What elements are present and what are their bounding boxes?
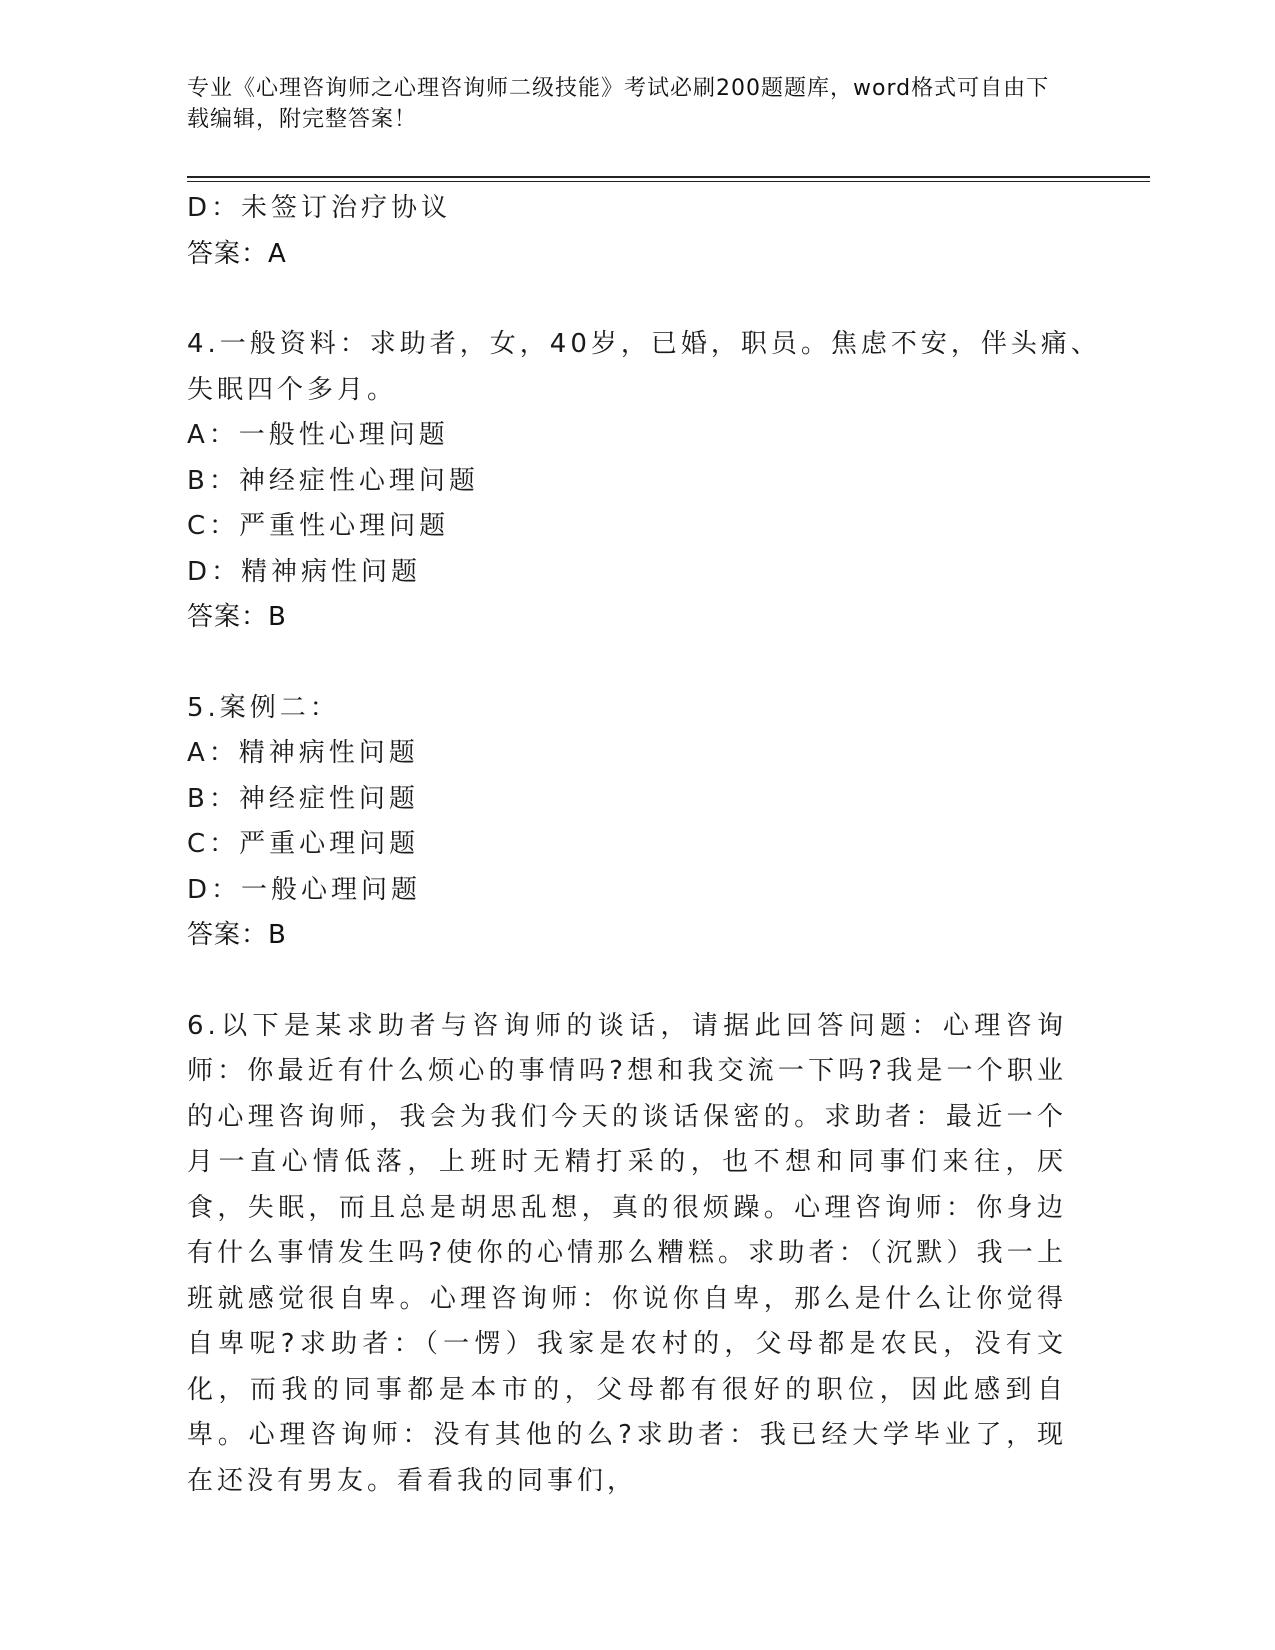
question-3-tail: [187, 186, 1067, 277]
option-b: B：神经症性问题: [187, 783, 419, 814]
question-stem: 5.案例二：: [187, 692, 340, 723]
option-a: A：精神病性问题: [187, 738, 419, 768]
option-d: D：一般心理问题: [187, 874, 422, 905]
option-c: C：严重性心理问题: [187, 511, 450, 541]
answer: 答案：A: [187, 238, 287, 269]
question-stem: 4.一般资料：求助者，女，40岁，已婚，职员。焦虑不安，伴头痛、: [187, 329, 1101, 359]
question-stem-continued: 失眠四个多月。: [187, 374, 398, 405]
option-c: C：严重心理问题: [187, 829, 420, 859]
question-4: [187, 322, 1101, 641]
question-5: [187, 686, 1067, 959]
option-d: D：未签订治疗协议: [187, 193, 452, 223]
answer: 答案：B: [187, 920, 287, 950]
page-header: 专业《心理咨询师之心理咨询师二级技能》考试必刷200题题库，word格式可自由下载编辑，附完整答案！: [187, 76, 1050, 132]
spacer: [187, 641, 1067, 686]
question-stem: 6.以下是某求助者与咨询师的谈话，请据此回答问题：心理咨询师：你最近有什么烦心的事情吗?想和我交流一下吗?我是一个职业的心理咨询师，我会为我们今天的谈话保密的。求助者：最近一个月一直心情低落，上班时无精打采的，也不想和同事们来往，厌食，失眠，而且总是胡思乱想，真的很烦躁。心理咨询师：你身边有什么事情发生吗?使你的心情那么糟糕。求助者：（沉默）我一上班就感觉很自卑。心理咨询师：你说你自卑，那么是什么让你觉得自卑呢?求助者：（一愣）我家是农村的，父母都是农民，没有文化，而我的同事都是本市的，父母都有很好的职位，因此感到自卑。心理咨询师：没有其他的么?求助者：我已经大学毕业了，现在还没有男友。看看我的同事们，: [187, 1010, 1067, 1496]
spacer: [187, 959, 1067, 1004]
question-6: [187, 1004, 1067, 1505]
option-a: A：一般性心理问题: [187, 420, 449, 450]
header-rule-thick: [187, 176, 1150, 178]
option-b: B：神经症性心理问题: [187, 465, 479, 496]
document-body: [187, 186, 1101, 1504]
spacer: [187, 277, 1067, 322]
option-d: D：精神病性问题: [187, 556, 422, 587]
answer: 答案：B: [187, 602, 287, 632]
header-rule-thin: [187, 181, 1150, 182]
